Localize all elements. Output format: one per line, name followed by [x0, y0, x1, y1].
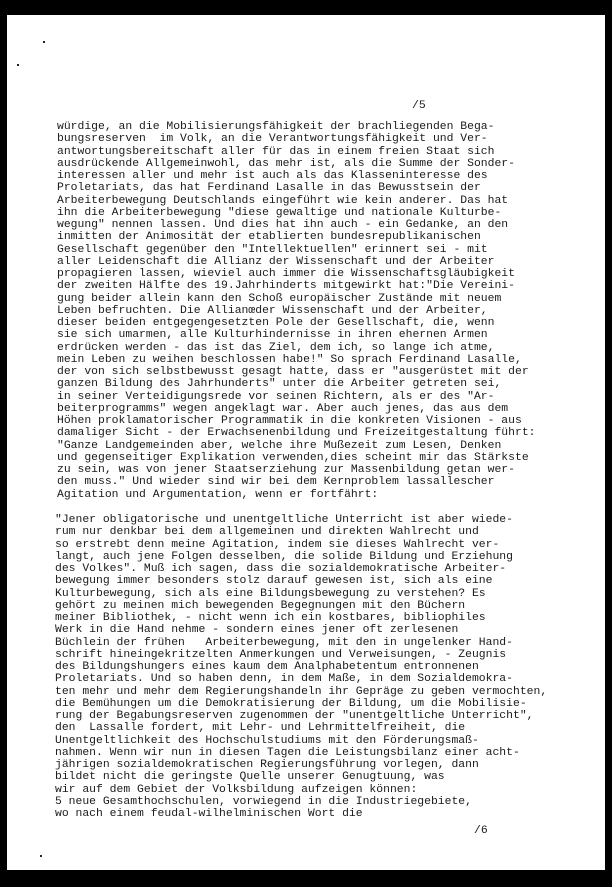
- text-line: des Bildungshungers eines kaum dem Analphabetentum entronnenen: [55, 661, 479, 673]
- text-line: bungsreserven im Volk, an die Verantwortungsfähigkeit und Ver-: [57, 133, 488, 146]
- text-line: erdrücken werden - das ist das Ziel, dem ich, so lange ich atme,: [57, 341, 495, 354]
- text-line: "Ganze Landgemeinden aber, welche ihre Mußezeit zum Lesen, Denken: [57, 439, 502, 452]
- text-line: Werk in die Hand nehme - sondern eines jener oft zerlesenen: [55, 624, 459, 637]
- paragraph-2: [55, 514, 600, 820]
- scan-speck: [40, 855, 42, 857]
- text-line: den muss." Und wieder sind wir bei dem Kernproblem lassallescher: [57, 476, 495, 489]
- text-line: Kulturbewegung, sich als eine Bildungsbewegung zu verstehen? Es: [55, 587, 486, 600]
- text-line: in seiner Verteidigungsrede vor seinen Richtern, als er des "Ar-: [57, 390, 495, 403]
- text-line: wir auf dem Gebiet der Volksbildung aufzeigen können:: [55, 783, 418, 796]
- scanned-page: [7, 15, 605, 870]
- scan-speck: [17, 64, 19, 66]
- text-line: dieser beiden entgegengesetzten Pole der Gesellschaft, die, wenn: [57, 317, 495, 329]
- text-line: gehört zu meinen mich bewegenden Begegnungen mit den Büchern: [55, 599, 466, 612]
- text-line: Agitation und Argumentation, wenn er fortfährt:: [57, 488, 379, 501]
- text-line: ausdrückende Allgemeinwohl, das mehr ist, als die Summe der Sonder-: [57, 157, 515, 170]
- text-line: bildet nicht die geringste Quelle unserer Genugtuung, was: [55, 771, 445, 784]
- text-line: aller Leidenschaft die Allianz der Wissenschaft und der Arbeiter: [57, 255, 495, 268]
- text-line: inmitten der Animosität der etablierten bundesrepublikanischen: [57, 231, 481, 244]
- text-line: beiterprogramms" wegen angeklagt war. Aber auch jenes, das aus dem: [57, 402, 509, 415]
- text-line: schrift hineingekritzelten Anmerkungen und Verweisungen, - Zeugnis: [55, 648, 507, 661]
- text-line: und gegenseitiger Explikation verwenden,dies scheint mir das Stärkste: [57, 451, 529, 464]
- text-line: rum nur denkbar bei dem allgemeinen und direkten Wahlrecht und: [55, 526, 479, 539]
- paragraph-1: [57, 121, 602, 501]
- page-number-top: /5: [412, 100, 426, 112]
- text-line: so erstrebt denn meine Agitation, indem sie dieses Wahlrecht ver-: [55, 538, 500, 551]
- page-number-bottom: /6: [474, 825, 488, 837]
- text-line: ten mehr und mehr dem Regierungshandeln ihr Gepräge zu geben vermochten,: [55, 685, 548, 698]
- text-line: zu sein, was von jener Staatserziehung zur Massenbildung getan wer-: [57, 464, 515, 476]
- text-line: die Bemühungen um die Demokratisierung der Bildung, um die Mobilisie-: [55, 697, 527, 710]
- text-line: meiner Bibliothek, - nicht wenn ich ein kostbares, bibliophiles: [55, 612, 486, 624]
- text-line: Unentgeltlichkeit des Hochschulstudiums mit den Förderungsmaß-: [55, 734, 479, 747]
- text-line: jährigen sozialdemokratischen Regierungsführung vorlegen, dann: [55, 759, 479, 771]
- text-line: sie sich umarmen, alle Kulturhindernisse in ihren ehernen Armen: [57, 329, 488, 342]
- text-line: nahmen. Wenn wir nun in diesen Tagen die Leistungsbilanz einer acht-: [55, 746, 520, 759]
- text-line: wo nach einem feudal-wilhelminischen Wort die: [55, 808, 363, 820]
- text-line: der zweiten Hälfte des 19.Jahrhinderts mitgewirkt hat:"Die Vereini-: [57, 280, 515, 293]
- text-line: gung beider allein kann den Schoß europäischer Zustände mit neuem: [57, 292, 502, 305]
- text-line: Proletariats, das hat Ferdinand Lasalle in das Bewusstsein der: [57, 182, 481, 195]
- text-line: langt, auch jene Folgen desselben, die solide Bildung und Erziehung: [55, 550, 513, 563]
- text-line: würdige, an die Mobilisierungsfähigkeit der brachliegenden Bega-: [57, 121, 495, 133]
- text-line: 5 neue Gesamthochschulen, vorwiegend in die Industriegebiete,: [55, 795, 472, 808]
- text-line: interessen aller und mehr ist auch als das Klasseninteresse des: [57, 170, 488, 182]
- text-line: den Lassalle fordert, mit Lehr- und Lehrmittelfreiheit, die: [55, 722, 466, 735]
- text-line: mein Leben zu weihen beschlossen habe!" So sprach Ferdinand Lasalle,: [57, 353, 522, 366]
- text-line: Proletariats. Und so haben denn, in dem Maße, in dem Sozialdemokra-: [55, 673, 513, 686]
- text-line: rung der Begabungsreserven zugenommen der "unentgeltliche Unterricht",: [55, 710, 534, 722]
- text-line: der von sich selbstbewusst gesagt hatte, dass er "ausgerüstet mit der: [57, 366, 529, 378]
- text-line: des Volkes". Muß ich sagen, dass die sozialdemokratische Arbeiter-: [55, 563, 507, 575]
- text-line: antwortungsbereitschaft aller für das in einem freien Staat sich: [57, 145, 495, 158]
- text-line: Büchlein der frühen Arbeiterbewegung, mit den in ungelenker Hand-: [55, 636, 513, 649]
- text-line: ihn die Arbeiterbewegung "diese gewaltige und nationale Kulturbe-: [57, 206, 502, 219]
- text-line: Gesellschaft gegenüber den "Intellektuellen" erinnert sei - mit: [57, 243, 488, 256]
- text-line: bewegung immer besonders stolz darauf gewesen ist, sich als eine: [55, 575, 493, 588]
- text-line: damaliger Sicht - der Erwachsenenbildung und Freizeitgestaltung führt:: [57, 427, 536, 440]
- scan-speck: [43, 41, 45, 43]
- text-line: "Jener obligatorische und unentgeltliche Unterricht ist aber wiede-: [55, 514, 513, 526]
- text-line: wegung" nennen lassen. Und dies hat ihn auch - ein Gedanke, an den: [57, 219, 509, 231]
- text-line: Leben befruchten. Die Allianœder Wissenschaft und der Arbeiter,: [57, 304, 488, 317]
- text-line: propagieren lassen, wieviel auch immer die Wissenschaftsgläubigkeit: [57, 268, 515, 280]
- text-line: Arbeiterbewegung Deutschlands eingeführt wie kein anderer. Das hat: [57, 194, 509, 207]
- text-line: Höhen proklamatorischer Programmatik in die konkreten Visionen - aus: [57, 415, 522, 427]
- text-line: ganzen Bildung des Jahrhunderts" unter die Arbeiter getreten sei,: [57, 378, 502, 391]
